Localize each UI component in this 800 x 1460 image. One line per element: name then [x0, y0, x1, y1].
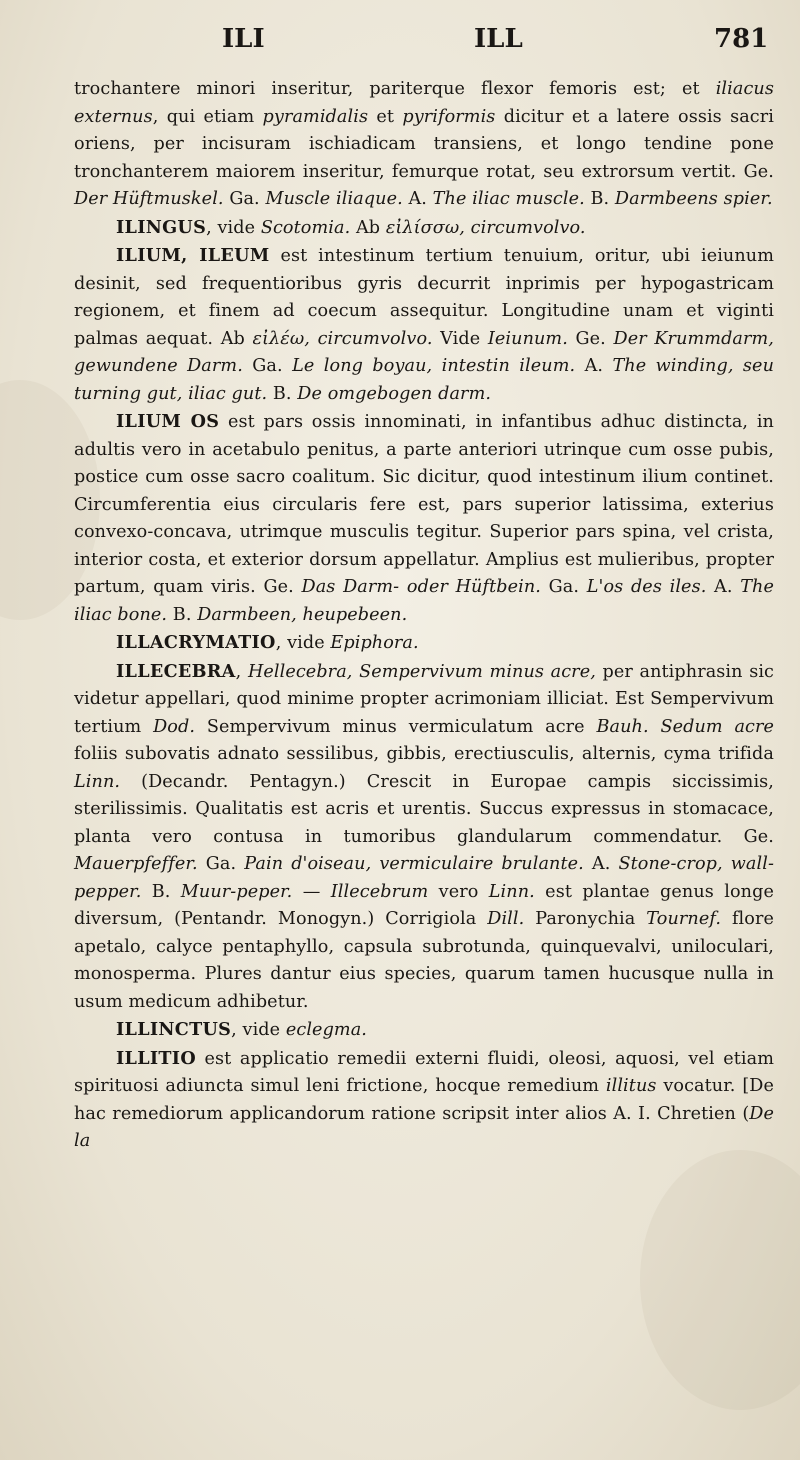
dictionary-entry — [74, 658, 774, 1017]
entry-text: per antiphrasin sic videtur appellari, quod minime propter acrimoniam illiciat. Est Sempervivum tertium — [74, 661, 775, 737]
dictionary-entry — [74, 214, 774, 243]
entry-text: Sempervivum minus vermiculatum acre — [195, 716, 597, 737]
italic-text: The iliac muscle. — [432, 189, 585, 209]
entry-headword: ILIUM OS — [116, 411, 220, 432]
entry-text: est plantae genus longe diversum, (Pentandr. Monogyn.) Corrigiola — [74, 881, 774, 929]
entry-text: Paronychia — [524, 909, 647, 929]
entry-text: dicitur et a latere ossis sacri oriens, per incisuram ischiadicam transiens, et longo tendine pone tronchanterem maiorem inseritur, femurque rotat, seu extrorsum vertit. Ge. — [74, 106, 774, 182]
entry-text: A. — [575, 356, 613, 376]
italic-text: Hellecebra, Sempervivum minus acre, — [247, 661, 596, 682]
entry-text: est pars ossis innominati, in infantibus adhuc distincta, in adultis vero in acetabulo penitus, a parte anteriori utrinque cum osse pubis, postice cum osse sacro coalitum. Sic dicitur, quod intestinum ilium continet. Circumferentia eius circularis fere est, pars superior latissima, exterius convexo-concava, utrimque musculis tegitur. Superior pars spina, vel crista, interior costa, et exterior dorsum appellatur. Amplius est mulieribus, propter partum, quam viris. Ge. — [74, 412, 774, 597]
entry-text: , vide — [231, 1020, 286, 1040]
italic-text: The winding, seu turning gut, iliac gut. — [74, 356, 774, 404]
entry-text: Ga. — [197, 854, 245, 874]
entry-text: B. — [267, 383, 298, 404]
italic-text: Der Krummdarm, gewundene Darm. — [74, 328, 775, 376]
italic-text: Darmbeen, heupebeen. — [197, 604, 408, 625]
italic-text: pyriformis — [402, 106, 496, 127]
entry-text: — — [292, 881, 331, 902]
header-left-catchword: ILI — [222, 24, 265, 54]
italic-text: Dod. — [153, 716, 196, 737]
italic-text: Epiphora. — [330, 633, 419, 653]
entry-text: Ge. — [567, 328, 614, 349]
entry-text: Ga. — [242, 356, 293, 376]
italic-text: Muscle iliaque. — [265, 189, 403, 209]
entry-text: A. — [402, 189, 433, 209]
entry-continuation — [74, 76, 774, 214]
italic-text: iliacus externus — [74, 79, 774, 127]
italic-text: Stone-crop, wall-pepper. — [74, 854, 775, 902]
entry-text: et — [368, 106, 403, 127]
entry-text: Ga. — [223, 189, 266, 209]
entry-headword: ILINGUS — [116, 216, 207, 238]
entry-text: B. — [141, 881, 181, 902]
dictionary-entry — [74, 629, 774, 658]
italic-text: Der Hüftmuskel. — [74, 189, 224, 209]
entry-text: B. — [167, 604, 198, 625]
italic-text: Tournef. — [646, 909, 722, 929]
italic-text: Das Darm- oder Hüftbein. — [301, 577, 541, 597]
italic-text: The iliac bone. — [74, 577, 774, 625]
entry-text: foliis subovatis adnato sessilibus, gibbis, erectiusculis, alternis, cyma trifida — [74, 744, 774, 764]
entry-text: A. — [706, 577, 741, 597]
entry-text: B. — [584, 189, 615, 209]
entry-text: Vide — [432, 328, 488, 349]
entry-headword: ILIUM, ILEUM — [116, 245, 270, 266]
italic-text: De omgebogen darm. — [297, 383, 492, 404]
header-center-catchword: ILL — [474, 24, 523, 54]
entry-text: est intestinum tertium tenuium, oritur, ubi ieiunum desinit, sed frequentioribus gyris decurrit inprimis per hypogastricam regionem, et finem ad coecum assequitur. Longitudine unam et viginti palmas aequat. Ab — [74, 246, 775, 349]
entry-text: (Decandr. Pentagyn.) Crescit in Europae campis siccissimis, sterilissimis. Qualitatis est acris et urentis. Succus expressus in stomacace, planta vero contusa in tumoribus glandularum commendatur. Ge. — [74, 771, 774, 847]
entry-text: , vide — [206, 217, 261, 238]
entry-text: trochantere minori inseritur, pariterque flexor femoris est; et — [74, 79, 716, 99]
italic-text: εἰλίσσω, circumvolvo. — [385, 217, 586, 238]
italic-text: Dill. — [487, 909, 525, 929]
dictionary-entry — [74, 408, 774, 629]
dictionary-entry — [74, 242, 774, 408]
italic-text: Linn. — [488, 881, 535, 902]
entry-text — [649, 717, 661, 737]
entry-text: vocatur. [De hac remediorum applicandorum ratione scripsit inter alios A. I. Chretien ( — [74, 1076, 774, 1124]
italic-text: ecleg​ma. — [285, 1020, 367, 1040]
entry-text: , qui etiam — [152, 106, 263, 127]
paper-stain — [640, 1150, 800, 1410]
italic-text: Scotomia. — [260, 217, 351, 238]
italic-text: Mauerpfeffer. — [74, 854, 198, 874]
dictionary-entry — [74, 1016, 774, 1045]
entry-headword: ILLACRYMATIO — [116, 632, 276, 653]
italic-text: Pain d'oiseau, vermiculaire brulante. — [244, 854, 584, 874]
entry-text: flore apetalo, calyce pentaphyllo, capsula subrotunda, quinquevalvi, uniloculari, monosperma. Plures dantur eius species, quarum tamen hucusque nulla in usum medicum adhibetur. — [74, 909, 775, 1012]
entry-text: Ga. — [541, 577, 587, 597]
dictionary-entry — [74, 1045, 774, 1156]
entry-text: vero — [428, 881, 489, 902]
entry-text: est applicatio remedii externi fluidi, oleosi, aquosi, vel etiam spirituosi adiuncta simul leni frictione, hocque remedium — [74, 1048, 774, 1096]
entry-headword: ILLITIO — [116, 1047, 196, 1069]
entry-text: , — [235, 661, 248, 682]
italic-text: Bauh. — [596, 716, 649, 737]
italic-text: εἰλέω, circumvolvo. — [252, 328, 433, 349]
italic-text: Linn. — [74, 771, 121, 792]
entry-text: , vide — [275, 633, 331, 653]
italic-text: Muur-peper. — [180, 881, 293, 902]
italic-text: Le long boyau, intestin ileum. — [292, 356, 576, 376]
italic-text: illitus — [605, 1076, 657, 1096]
italic-text: Illecebrum — [330, 881, 429, 902]
entry-headword: ILLINCTUS — [116, 1019, 232, 1040]
italic-text: pyramidalis — [262, 106, 369, 127]
italic-text: Sedum acre — [660, 716, 775, 737]
running-head — [0, 24, 800, 64]
italic-text: Darmbeens spier. — [614, 189, 773, 209]
italic-text: L'os des iles. — [586, 577, 707, 597]
entry-text: Ab — [350, 217, 386, 238]
dictionary-body — [74, 76, 774, 1156]
italic-text: De la — [74, 1103, 774, 1151]
italic-text: Ieiunum. — [487, 328, 568, 349]
entry-headword: ILLECEBRA — [116, 660, 236, 682]
page-number: 781 — [714, 24, 769, 54]
entry-text: A. — [583, 854, 619, 874]
